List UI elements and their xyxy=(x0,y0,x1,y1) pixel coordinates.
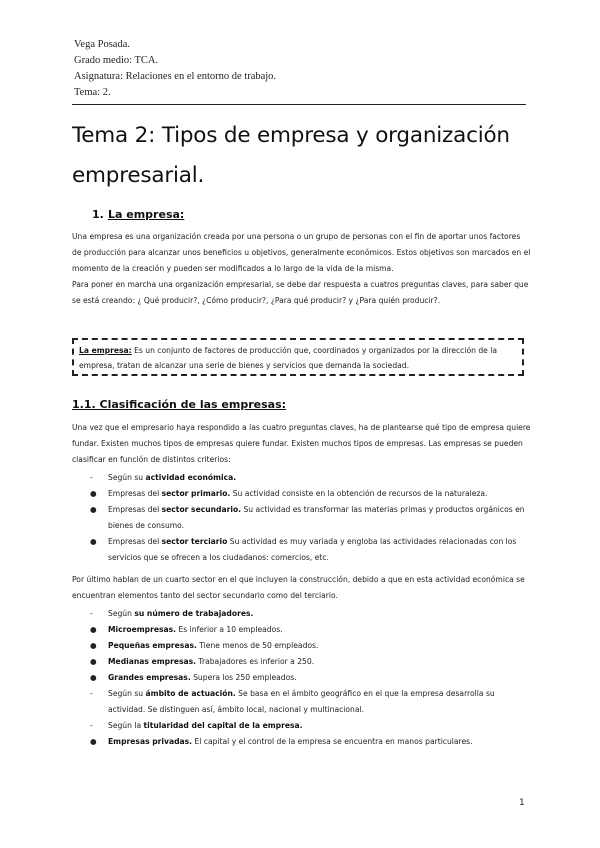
subsection-heading-clasificacion: 1.1. Clasificación de las empresas: xyxy=(72,398,287,411)
list-item: ● Pequeñas empresas. Tiene menos de 50 empleados. xyxy=(90,641,319,650)
list-item: - Según su actividad económica. xyxy=(90,473,237,482)
list-item: ● Medianas empresas. Trabajadores es inferior a 250. xyxy=(90,657,315,666)
paragraph-definition: Una empresa es una organización creada por una persona o un grupo de personas con el fin de aportar unos factores de producción para alcanzar unos beneficios u objetivos, generalmente económicos. Estos objetivos son marcados en el momento de la creación y pueden ser modificados a lo largo de la vida de la misma. xyxy=(72,232,531,273)
document-header xyxy=(74,37,276,101)
paragraph-questions: Para poner en marcha una organización empresarial, se debe dar respuesta a cuatros preguntas claves, para saber que se está creando: ¿ Qué producir?, ¿Cómo producir?, ¿Para qué producir? y ¿Para quién producir?. xyxy=(72,280,529,305)
list-actividad-economica xyxy=(72,470,532,566)
list-item: ● Empresas del sector terciario Su actividad es muy variada y engloba las actividades relacionadas con los servicios que se ofrecen a los ciudadanos: comercios, etc. xyxy=(90,537,517,562)
list-item: ● Microempresas. Es inferior a 10 empleados. xyxy=(90,625,283,634)
definition-text: Es un conjunto de factores de producción que, coordinados y organizados por la dirección de la empresa, tratan de alcanzar una serie de bienes y servicios que demanda la sociedad. xyxy=(79,346,498,370)
header-author: Vega Posada. xyxy=(74,39,130,50)
section-heading-empresa xyxy=(92,208,184,221)
list-item: ● Empresas del sector secundario. Su actividad es transformar las materias primas y productos orgánicos en bienes de consumo. xyxy=(90,505,525,530)
list-item: - Según su ámbito de actuación. Se basa en el ámbito geográfico en el que la empresa desarrolla su actividad. Se distinguen así, ámbito local, nacional y multinacional. xyxy=(90,689,495,714)
section-heading-text: La empresa: xyxy=(108,208,185,221)
definition-box xyxy=(72,338,524,376)
header-divider xyxy=(72,104,526,105)
list-item: ● Grandes empresas. Supera los 250 empleados. xyxy=(90,673,297,682)
list-trabajadores-ambito xyxy=(72,606,532,750)
page-title: Tema 2: Tipos de empresa y organización empresarial. xyxy=(72,123,510,188)
page-number: 1 xyxy=(519,798,525,808)
header-subject: Asignatura: Relaciones en el entorno de trabajo. xyxy=(74,71,277,82)
list-item: ● Empresas del sector primario. Su actividad consiste en la obtención de recursos de la naturaleza. xyxy=(90,489,488,498)
header-grade: Grado medio: TCA. xyxy=(74,55,159,66)
definition-term: La empresa: xyxy=(79,346,132,355)
section-number: 1. xyxy=(92,208,104,221)
paragraph-cuarto-sector: Por último hablan de un cuarto sector en el que incluyen la construcción, debido a que en esta actividad económica se encuentran elementos tanto del sector secundario como del terciario. xyxy=(72,575,525,600)
list-item: - Según su número de trabajadores. xyxy=(90,609,254,618)
paragraph-intro-clasificacion: Una vez que el empresario haya respondido a las cuatro preguntas claves, ha de plantearse qué tipo de empresa quiere fundar. Existen muchos tipos de empresas quiere fundar. Existen muchos tipos de empresas. Las empresas se pueden clasificar en función de distintos criterios: xyxy=(72,423,531,464)
list-item: ● Empresas privadas. El capital y el control de la empresa se encuentra en manos particulares. xyxy=(90,737,473,746)
header-topic: Tema: 2. xyxy=(74,87,111,98)
list-item: - Según la titularidad del capital de la empresa. xyxy=(90,721,303,730)
